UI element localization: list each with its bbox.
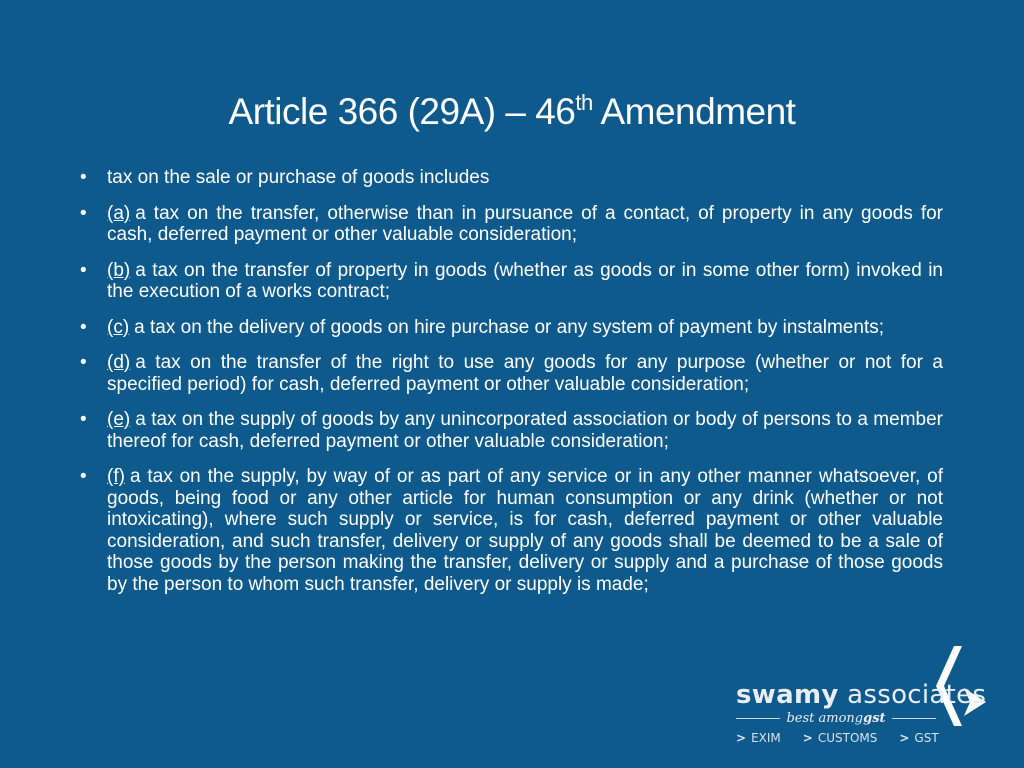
logo-tagline xyxy=(780,711,891,726)
service-label: CUSTOMS xyxy=(817,731,878,745)
bullet-item xyxy=(80,260,943,303)
service-label: GST xyxy=(914,731,939,745)
logo-brand-rest: associates xyxy=(838,680,987,710)
title-superscript: th xyxy=(575,90,593,115)
bullet-item xyxy=(80,409,943,452)
bullet-item xyxy=(80,466,943,595)
tagline-text: best among xyxy=(786,710,864,726)
chevron-right-icon: > xyxy=(899,731,910,745)
logo-tagline-row xyxy=(736,708,936,728)
bullet-list xyxy=(80,167,943,609)
service-exim xyxy=(736,731,781,745)
bullet-tag: (b) xyxy=(107,259,131,281)
logo-brand-bold: swamy xyxy=(736,680,839,710)
bullet-item xyxy=(80,203,943,246)
bullet-tag: (e) xyxy=(107,409,131,430)
slide-title xyxy=(0,88,1024,136)
bullet-text: a tax on the supply of goods by any unincorporated association or body of persons to a member thereof for cash, deferred payment or other valuable consideration; xyxy=(107,409,943,452)
bullet-item xyxy=(80,317,943,339)
bullet-tag: (c) xyxy=(107,316,130,338)
chevron-right-icon: > xyxy=(736,731,747,745)
bullet-text: a tax on the transfer of property in goods (whether as goods or in some other form) invoked in the execution of a works contract; xyxy=(107,259,943,302)
bullet-text: a tax on the transfer of the right to use any goods for any purpose (whether or not for a specified period) for cash, deferred payment or other valuable consideration; xyxy=(107,352,943,395)
tagline-rule-left xyxy=(736,718,780,719)
bullet-text: a tax on the transfer, otherwise than in pursuance of a contact, of property in any goods for cash, deferred payment or other valuable consideration; xyxy=(107,202,943,245)
service-list xyxy=(736,731,939,745)
tagline-bold: gst xyxy=(863,710,886,726)
bullet-item xyxy=(80,167,943,189)
title-main: Article 366 (29A) – 46 xyxy=(228,91,576,132)
bullet-text: tax on the sale or purchase of goods includes xyxy=(107,167,490,188)
bullet-dot-icon: • xyxy=(80,202,87,224)
bullet-dot-icon: • xyxy=(80,259,87,281)
bullet-text: a tax on the supply, by way of or as part of any service or in any other manner whatsoever, of goods, being food or any other article for human consumption or any drink (whether or not intoxicating), where such supply or service, is for cash, deferred payment or other valuable consideration, and such transfer, delivery or supply of any goods shall be deemed to be a sale of those goods by the person making the transfer, delivery or supply and a purchase of those goods by the person to whom such transfer, delivery or supply is made; xyxy=(107,466,943,595)
logo-brand xyxy=(736,680,986,710)
bullet-tag: (d) xyxy=(107,352,131,373)
service-label: EXIM xyxy=(751,731,781,745)
bullet-dot-icon: • xyxy=(80,409,87,430)
service-gst xyxy=(899,731,938,745)
bullet-dot-icon: • xyxy=(80,352,87,373)
service-customs xyxy=(803,731,878,745)
bullet-tag: (f) xyxy=(107,466,125,487)
bullet-dot-icon: • xyxy=(80,316,87,338)
tagline-rule-right xyxy=(892,718,936,719)
bullet-text: a tax on the delivery of goods on hire purchase or any system of payment by instalments; xyxy=(134,316,884,338)
bullet-tag: (a) xyxy=(107,202,131,224)
bullet-dot-icon: • xyxy=(80,167,87,188)
bullet-item xyxy=(80,352,943,395)
bullet-dot-icon: • xyxy=(80,466,87,487)
title-tail: Amendment xyxy=(592,91,796,132)
chevron-right-icon: > xyxy=(802,731,813,745)
